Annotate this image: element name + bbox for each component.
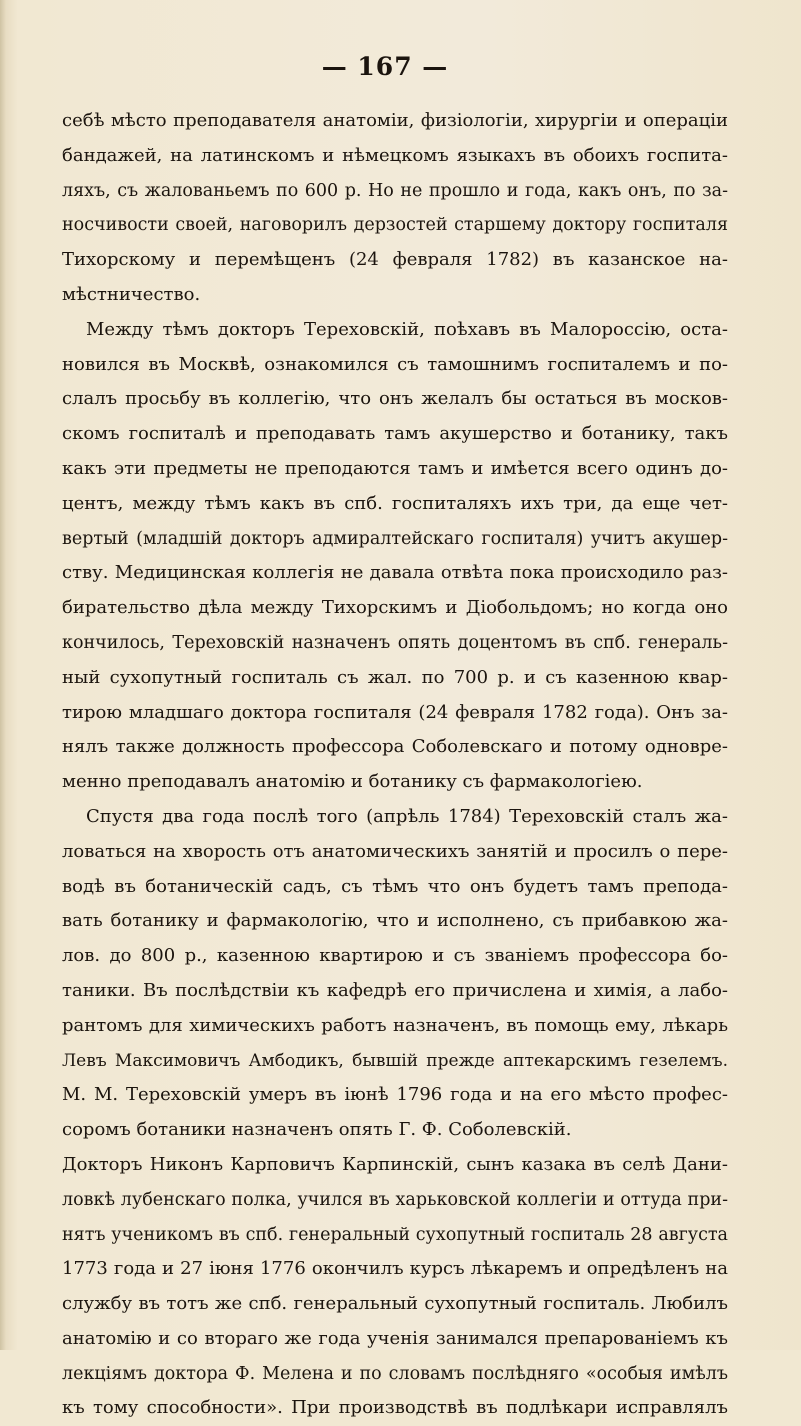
text-line: вать ботанику и фармакологію, что и исполнено, съ прибавкою жа- xyxy=(62,910,728,932)
text-line: 1773 года и 27 іюня 1776 окончилъ курсъ лѣкаремъ и опредѣленъ на xyxy=(62,1258,728,1280)
text-line: М. М. Тереховскій умеръ въ іюнѣ 1796 года и на его мѣсто профес- xyxy=(62,1084,728,1106)
text-line: водѣ въ ботаническій садъ, съ тѣмъ что онъ будетъ тамъ препода- xyxy=(62,875,728,897)
text-line: лекціямъ доктора Ф. Мелена и по словамъ послѣдняго «особыя имѣлъ xyxy=(62,1363,728,1384)
text-line: таники. Въ послѣдствіи къ кафедрѣ его причислена и химія, а лабо- xyxy=(62,979,728,1001)
text-line: Тихорскому и перемѣщенъ (24 февраля 1782) въ казанское на- xyxy=(62,249,728,271)
text-line: соромъ ботаники назначенъ опять Г. Ф. Соболевскій. xyxy=(62,1119,572,1141)
text-line: лов. до 800 р., казенною квартирою и съ званіемъ профессора бо- xyxy=(62,945,728,967)
text-line: Спустя два года послѣ того (апрѣль 1784) Тереховскій сталъ жа- xyxy=(86,805,728,827)
text-line: мѣстничество. xyxy=(62,283,201,305)
text-line: рантомъ для химическихъ работъ назначенъ, въ помощь ему, лѣкарь xyxy=(62,1014,728,1036)
text-line: ству. Медицинская коллегія не давала отвѣта пока происходило раз- xyxy=(62,562,728,584)
text-line: скомъ госпиталѣ и преподавать тамъ акушерство и ботанику, такъ xyxy=(62,423,728,445)
text-line: нятъ ученикомъ въ спб. генеральный сухопутный госпиталь 28 августа xyxy=(62,1224,728,1245)
text-line: какъ эти предметы не преподаются тамъ и имѣется всего одинъ до- xyxy=(62,457,728,479)
text-line: ляхъ, съ жалованьемъ по 600 р. Но не прошло и года, какъ онъ, по за- xyxy=(62,180,728,201)
text-line: Между тѣмъ докторъ Тереховскій, поѣхавъ въ Малороссію, оста- xyxy=(86,318,728,340)
text-line: носчивости своей, наговорилъ дерзостей старшему доктору госпиталя xyxy=(62,215,728,236)
text-line: Докторъ Никонъ Карповичъ Карпинскій, сынъ казака въ селѣ Дани- xyxy=(62,1153,728,1175)
text-line: себѣ мѣсто преподавателя анатоміи, физіологіи, хирургіи и операціи xyxy=(62,110,728,131)
text-line: менно преподавалъ анатомію и ботанику съ фармакологіею. xyxy=(62,771,643,793)
text-line: ловаться на хворость отъ анатомическихъ занятій и просилъ о пере- xyxy=(62,840,728,862)
text-line: анатомію и со втораго же года ученія занимался препарованіемъ къ xyxy=(62,1327,728,1349)
text-line: слалъ просьбу въ коллегію, что онъ желалъ бы остаться въ москов- xyxy=(62,388,728,410)
text-line: бирательство дѣла между Тихорскимъ и Діобольдомъ; но когда оно xyxy=(62,597,728,619)
text-line: къ тому способности». При производствѣ въ подлѣкари исправлялъ xyxy=(62,1397,728,1419)
text-line: тирою младшаго доктора госпиталя (24 февраля 1782 года). Онъ за- xyxy=(62,701,728,723)
text-line: ный сухопутный госпиталь съ жал. по 700 р. и съ казенною квар- xyxy=(62,666,728,688)
text-line: кончилось, Тереховскій назначенъ опять доцентомъ въ спб. генераль- xyxy=(62,632,728,653)
text-line: Левъ Максимовичъ Амбодикъ, бывшій прежде аптекарскимъ гезелемъ. xyxy=(62,1050,728,1071)
text-line: бандажей, на латинскомъ и нѣмецкомъ языкахъ въ обоихъ госпита- xyxy=(62,144,728,166)
text-line: нялъ также должность профессора Соболевскаго и потому одновре- xyxy=(62,736,728,758)
page-number: — 167 — xyxy=(321,52,449,81)
text-line: ловкѣ лубенскаго полка, учился въ харьковской коллегіи и оттуда при- xyxy=(62,1189,728,1210)
text-line: службу въ тотъ же спб. генеральный сухопутный госпиталь. Любилъ xyxy=(62,1293,728,1315)
text-line: новился въ Москвѣ, ознакомился съ тамошнимъ госпиталемъ и по- xyxy=(62,353,728,375)
body-text xyxy=(62,104,728,1426)
text-line: центъ, между тѣмъ какъ въ спб. госпиталяхъ ихъ три, да еще чет- xyxy=(62,492,728,514)
text-line: вертый (младшій докторъ адмиралтейскаго госпиталя) учитъ акушер- xyxy=(62,528,728,549)
